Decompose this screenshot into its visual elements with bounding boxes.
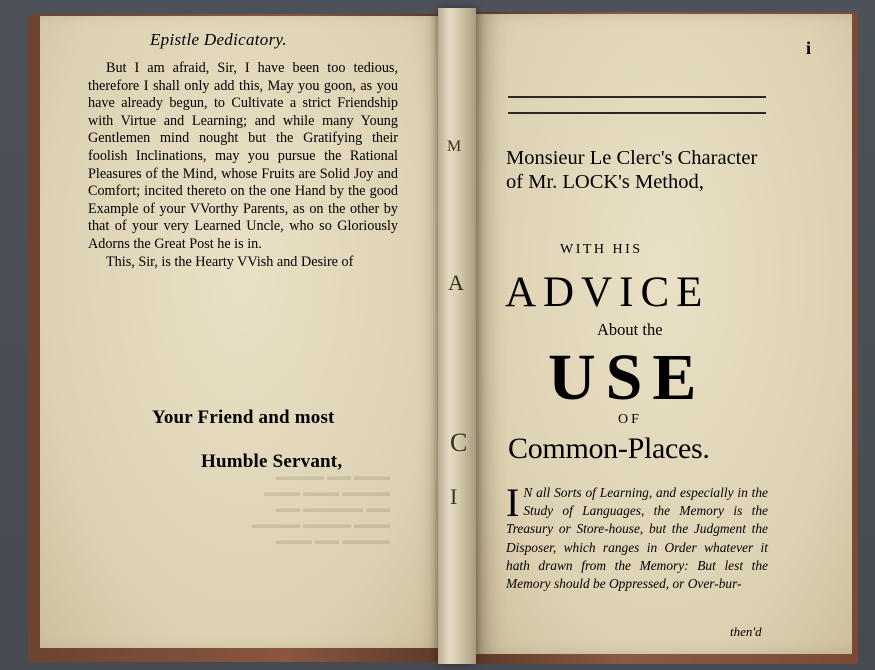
of-label: OF <box>618 412 642 427</box>
signature-line-1: Your Friend and most <box>152 407 335 428</box>
opening-paragraph <box>506 480 768 593</box>
about-the-label: About the <box>597 320 663 339</box>
with-his-label: WITH HIS <box>560 242 643 257</box>
dedication-text <box>88 60 398 271</box>
gutter-fragment: A <box>448 270 464 295</box>
catchword: then'd <box>730 624 762 639</box>
rule-bottom <box>508 112 766 114</box>
dedication-paragraph: This, Sir, is the Hearty VVish and Desire of <box>106 253 354 270</box>
book-gutter <box>438 8 476 664</box>
gutter-fragment: C <box>450 428 468 457</box>
dedication-paragraph: But I am afraid, Sir, I have been too tedious, therefore I shall only add this, May you goon, as you have already begun, to Cultivate a strict Friendship with Virtue and Learning; and while many Young Gentlemen mind nought but the Gratifying their foolish Inclinations, may you pursue the Rational Pleasures of the Mind, whose Fruits are Solid Joy and Comfort; incited thereto on the one Hand by the good Example of your VVorthy Parents, as on the other by that of your very Learned Uncle, who so Gloriously Adorns the Great Post he is in. <box>88 60 398 252</box>
common-places-heading: Common-Places. <box>508 432 710 465</box>
signature-line-2: Humble Servant, <box>201 451 343 472</box>
opening-text: N all Sorts of Learning, and especially in the Study of Languages, the Memory is the Treasury or Store-house, but the Judgment the Disposer, which ranges in Order whatever it hath drawn from the Memory: But lest the Memory should be Oppressed, or Over-bur- <box>506 485 768 592</box>
page-number: i <box>806 38 812 58</box>
advice-heading: ADVICE <box>505 269 710 316</box>
section-title: Monsieur Le Clerc's Character of Mr. LOCK's Method, <box>506 147 758 193</box>
use-heading: USE <box>548 341 707 414</box>
rule-top <box>508 96 766 98</box>
gutter-fragment: M <box>447 138 462 155</box>
gutter-fragment: I <box>450 484 458 509</box>
show-through-text: ▬▬▬ ▬▬ ▬▬▬▬ ▬▬▬▬ ▬▬▬ ▬▬▬ ▬▬ ▬▬▬▬▬ ▬▬ ▬▬▬ ▬▬▬▬ ▬▬▬▬ ▬▬▬▬ ▬▬ ▬▬▬ <box>252 469 390 547</box>
drop-cap: I <box>506 480 520 525</box>
running-head: Epistle Dedicatory. <box>150 30 287 49</box>
